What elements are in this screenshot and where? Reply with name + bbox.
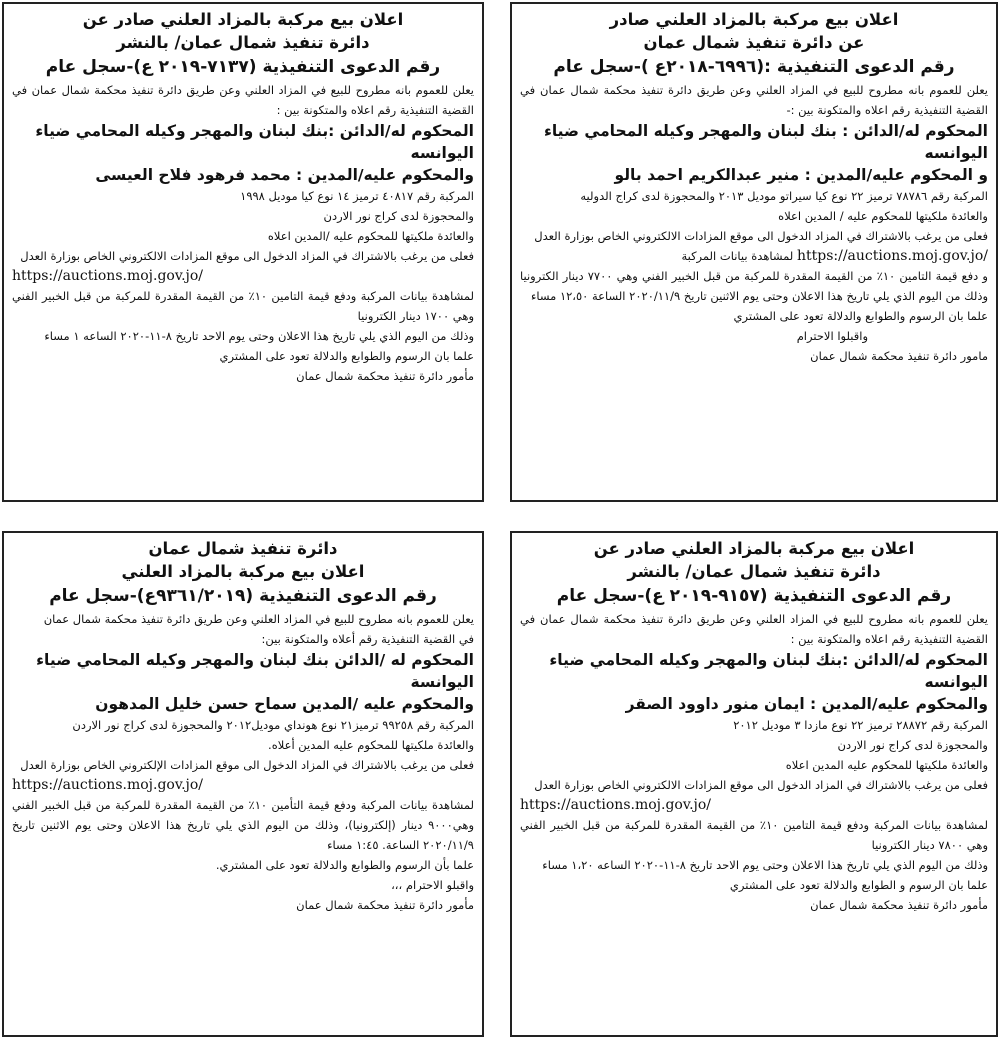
participation-line: فعلى من يرغب بالاشتراك في المزاد الدخول الى موقع المزادات الالكتروني الخاص بوزارة العدل: [20, 249, 474, 263]
notice-intro: يعلن للعموم بانه مطروح للبيع في المزاد العلني وعن طريق دائرة تنفيذ محكمة شمال عمان في القضية التنفيذية رقم اعلاه والمتكونة بين :-: [520, 83, 988, 117]
regards-line: واقبلو الاحترام ،،،: [391, 878, 474, 892]
notice-heading: دائرة تنفيذ شمال عمان/ بالنشر: [116, 33, 370, 52]
auction-notice-top-right: [510, 2, 998, 502]
notice-heading: اعلان بيع مركبة بالمزاد العلني صادر عن: [82, 10, 404, 29]
participation-line: فعلى من يرغب بالاشتراك في المزاد الدخول الى موقع المزادات الالكتروني الخاص بوزارة العدل: [534, 229, 988, 243]
case-number: رقم الدعوى التنفيذية (٩١٥٧-٢٠١٩ ع)-سجل عام: [556, 586, 952, 606]
auction-site-link[interactable]: https://auctions.moj.gov.jo/: [520, 797, 712, 813]
creditor-line: المحكوم له/الدائن :بنك لبنان والمهجر وكيله المحامي ضياء اليوانسه: [35, 122, 474, 162]
notice-heading: اعلان بيع مركبة بالمزاد العلني صادر عن: [593, 539, 915, 558]
deadline-line: وذلك من اليوم الذي يلي تاريخ هذا الاعلان وحتى يوم الاحد تاريخ ٨-١١-٢٠٢٠ الساعه ١ مساء: [44, 329, 474, 343]
debtor-line: والمحكوم عليه /المدين سماح حسن خليل المدهون: [95, 695, 474, 713]
notice-heading: دائرة تنفيذ شمال عمان/ بالنشر: [627, 562, 881, 581]
fees-line: علما بان الرسوم و الطوابع والدلالة تعود على المشتري: [729, 878, 988, 892]
creditor-line: المحكوم له /الدائن بنك لبنان والمهجر وكيله المحامي ضياء اليوانسة: [36, 651, 474, 691]
notice-intro: يعلن للعموم بانه مطروح للبيع في المزاد العلني وعن طريق دائرة تنفيذ محكمة شمال عمان في القضية التنفيذية رقم اعلاه والمتكونة بين :: [12, 83, 474, 117]
debtor-line: والمحكوم عليه/المدين : ايمان منور داوود الصقر: [625, 695, 988, 713]
view-vehicle-text: لمشاهدة بيانات المركبة: [681, 249, 794, 263]
storage-line: والمحجوزة لدى كراج نور الاردن: [837, 738, 988, 752]
ownership-line: والعائدة ملكيتها للمحكوم عليه المدين أعلاه.: [268, 738, 474, 752]
signature-line: مأمور دائرة تنفيذ محكمة شمال عمان: [296, 898, 474, 912]
notice-heading: اعلان بيع مركبة بالمزاد العلني: [121, 562, 365, 581]
notice-intro-continued: في القضية التنفيذية رقم أعلاه والمتكونة بين:: [261, 632, 474, 646]
auction-site-link[interactable]: https://auctions.moj.gov.jo/: [12, 777, 204, 793]
signature-line: مأمور دائرة تنفيذ محكمة شمال عمان: [296, 369, 474, 383]
ownership-line: والعائدة ملكيتها للمحكوم عليه /المدين اعلاه: [267, 229, 474, 243]
debtor-line: والمحكوم عليه/المدين : محمد فرهود فلاح العيسى: [95, 166, 474, 184]
case-number: رقم الدعوى التنفيذية :(٦٩٩٦-٢٠١٨ع )-سجل عام: [553, 57, 955, 77]
regards-line: واقبلوا الاحترام: [796, 329, 868, 343]
notice-heading: عن دائرة تنفيذ شمال عمان: [643, 33, 865, 52]
storage-line: والمحجوزة لدى كراج نور الاردن: [323, 209, 474, 223]
notice-intro: يعلن للعموم بانه مطروح للبيع في المزاد العلني وعن طريق دائرة تنفيذ محكمة شمال عمان: [43, 612, 474, 626]
creditor-line: المحكوم له/الدائن : بنك لبنان والمهجر وكيله المحامي ضياء اليوانسه: [543, 122, 988, 162]
fees-line: علما بأن الرسوم والطوابع والدلالة تعود على المشتري.: [215, 858, 474, 872]
vehicle-details: المركبة رقم ٤٠٨١٧ ترميز ١٤ نوع كيا موديل ١٩٩٨: [240, 189, 474, 203]
vehicle-details: المركبة رقم ٩٩٢٥٨ ترميز٢١ نوع هونداي موديل٢٠١٢ والمحجوزة لدى كراج نور الاردن: [72, 718, 474, 732]
participation-line: فعلى من يرغب بالاشتراك في المزاد الدخول الى موقع المزادات الالكتروني الخاص بوزارة العدل: [534, 778, 988, 792]
deposit-line: و دفع قيمة التامين ١٠٪ من القيمة المقدرة للمركبة من قبل الخبير الفني وهي ٧٧٠٠ دينار الكترونيا وذلك من اليوم الذي يلي تاريخ هذا الاعلان وحتى يوم الاثنين تاريخ ٢٠٢٠/١١/٩ الساعة ١٢،٥٠ مساء: [520, 269, 988, 303]
vehicle-details: المركبة رقم ٢٨٨٧٢ ترميز ٢٢ نوع مازدا ٣ موديل ٢٠١٢: [733, 718, 988, 732]
auction-notice-bottom-right: [510, 531, 998, 1037]
fees-line: علما بان الرسوم والطوابع والدلالة تعود على المشتري: [219, 349, 474, 363]
notice-intro: يعلن للعموم بانه مطروح للبيع في المزاد العلني وعن طريق دائرة تنفيذ محكمة شمال عمان في القضية التنفيذية رقم اعلاه والمتكونة بين :: [520, 612, 988, 646]
deposit-line: لمشاهدة بيانات المركبة ودفع قيمة التأمين ١٠٪ من القيمة المقدرة للمركبة من قبل الخبير الفني وهي٩٠٠٠ دينار (إلكترونيا)، وذلك من اليوم الذي يلي تاريخ هذا الاعلان وحتى يوم الاثنين تاريخ ٢٠٢٠/١١/٩ الساعة. ١:٤٥ مساء: [12, 798, 474, 852]
fees-line: علما بان الرسوم والطوابع والدلالة تعود على المشتري: [733, 309, 988, 323]
url-row: [12, 775, 474, 795]
debtor-line: و المحكوم عليه/المدين : منير عبدالكريم احمد بالو: [614, 166, 988, 184]
auction-site-link[interactable]: https://auctions.moj.gov.jo/: [796, 248, 988, 264]
url-row: [12, 266, 474, 286]
deadline-line: وذلك من اليوم الذي يلي تاريخ هذا الاعلان وحتى يوم الاحد تاريخ ٨-١١-٢٠٢٠ الساعه ١،٢٠ مساء: [542, 858, 988, 872]
case-number: رقم الدعوى التنفيذية (٧١٣٧-٢٠١٩ ع)-سجل عام: [45, 57, 441, 77]
url-row: [520, 795, 988, 815]
notice-heading: اعلان بيع مركبة بالمزاد العلني صادر: [609, 10, 899, 29]
ownership-line: والعائدة ملكيتها للمحكوم عليه / المدين اعلاه: [778, 209, 988, 223]
vehicle-details: المركبة رقم ٧٨٧٨٦ ترميز ٢٢ نوع كيا سيراتو موديل ٢٠١٣ والمحجوزة لدى كراج الدوليه: [580, 189, 988, 203]
ownership-line: والعائدة ملكيتها للمحكوم عليه المدين اعلاه: [785, 758, 988, 772]
signature-line: مأمور دائرة تنفيذ محكمة شمال عمان: [810, 898, 988, 912]
deposit-line: لمشاهدة بيانات المركبة ودفع قيمة التامين ١٠٪ من القيمة المقدرة للمركبة من قبل الخبير الفني وهي ١٧٠٠ دينار الكترونيا: [12, 289, 474, 323]
deposit-line: لمشاهدة بيانات المركبة ودفع قيمة التامين ١٠٪ من القيمة المقدرة للمركبة من قبل الخبير الفني وهي ٧٨٠٠ دينار الكترونيا: [520, 818, 988, 852]
creditor-line: المحكوم له/الدائن :بنك لبنان والمهجر وكيله المحامي ضياء اليوانسه: [549, 651, 988, 691]
auction-notice-top-left: [2, 2, 484, 502]
url-row: [520, 246, 988, 266]
notice-heading: دائرة تنفيذ شمال عمان: [148, 539, 338, 558]
auction-site-link[interactable]: https://auctions.moj.gov.jo/: [12, 268, 204, 284]
auction-notice-bottom-left: [2, 531, 484, 1037]
case-number: رقم الدعوى التنفيذية (٩٣٦١/٢٠١٩ع)-سجل عام: [49, 586, 437, 606]
signature-line: مامور دائرة تنفيذ محكمة شمال عمان: [810, 349, 988, 363]
participation-line: فعلى من يرغب بالاشتراك في المزاد الدخول الى موقع المزادات الإلكتروني الخاص بوزارة العدل: [20, 758, 474, 772]
